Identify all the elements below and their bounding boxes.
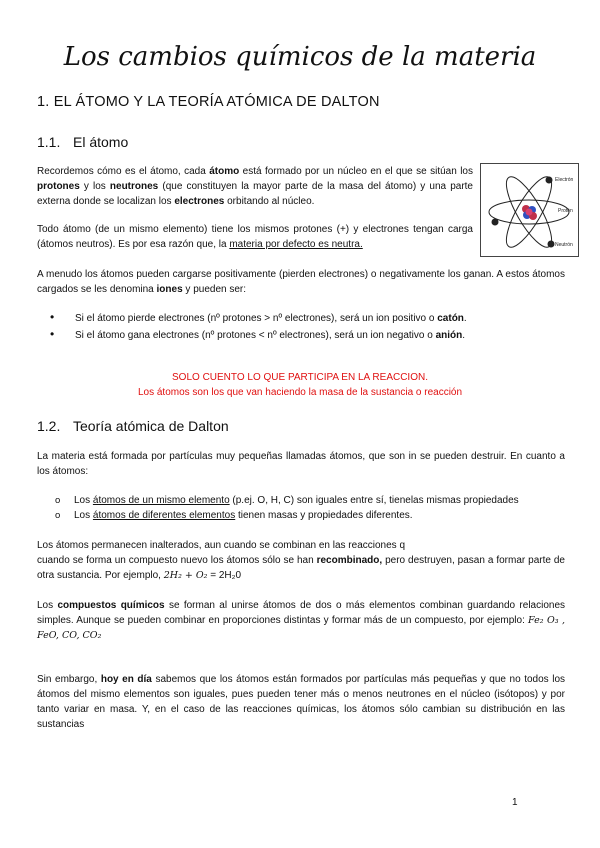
ion-types-list [50,310,467,344]
paragraph-ions: A menudo los átomos pueden cargarse positivamente (pierden electrones) o negativamente los ganan. A estos átomos cargados se les denomina iones y pueden ser: [37,269,565,295]
neutron-label: Neutrón [555,242,573,248]
dalton-atoms-list [55,493,519,523]
paragraph-modern-view: Sin embargo, hoy en día sabemos que los átomos están formados por partículas más pequeñas y que no todos los átomos del mismo elementos son iguales, pues pueden tener más o menos neutrones en el núcleo (isótopos) y por tanto variar en masa. Y, en el caso de las reacciones químicas, los átomos sólo cambian su distribución en las sustancias [37,674,566,730]
subsection-label: Teoría atómica de Dalton [73,418,229,434]
subsection-label: El átomo [73,134,129,150]
page-number: 1 [512,797,518,808]
paragraph-recombination: Los átomos permanecen inalterados, aun cuando se combinan en las reacciones q cuando se forma un compuesto nuevo los átomos sólo se han recombinado, pero destruyen, pasan a formar parte de otra sustancia. Por ejemplo, 2H₂ + O₂ = 2H₂0 [37,540,565,581]
list-item: • Si el átomo gana electrones (nº protones < nº electrones), será un ion negativo o anión. [50,327,467,344]
proton-label: Protón [558,208,573,214]
electron-label: Electrón [555,177,574,183]
list-item: o Los átomos de un mismo elemento (p.ej. O, H, C) son iguales entre sí, tienelas mismas propiedades [55,493,519,508]
list-item: o Los átomos de diferentes elementos tienen masas y propiedades diferentes. [55,508,519,523]
subsection-heading-1-2 [37,418,229,434]
atom-model-icon [481,164,578,256]
subsection-number: 1.1. [37,134,61,150]
subsection-heading-1-1 [37,134,128,150]
page-title: Los cambios químicos de la materia [63,42,537,72]
paragraph-neutral-matter: Todo átomo (de un mismo elemento) tiene los mismos protones (+) y electrones tengan carga (átomos neutros). Es por esa razón que, la materia por defecto es neutra. [37,224,473,250]
paragraph-compounds: Los compuestos químicos se forman al unirse átomos de dos o más elementos combinan guardando relaciones simples. Aunque se pueden combinar en proporciones distintas y formar más de un compuesto, por ejemplo: Fe₂ O₃ , FeO, CO, CO₂ [37,600,566,641]
atom-diagram [480,163,579,257]
section-heading-1: 1. EL ÁTOMO Y LA TEORÍA ATÓMICA DE DALTON [37,94,380,110]
equation-water: 2H₂ + O₂ [163,570,208,581]
equation-compounds: Fe₂ O₃ , FeO, CO, CO₂ [37,615,565,641]
red-note-line-1: SOLO CUENTO LO QUE PARTICIPA EN LA REACCION. [172,372,428,383]
subsection-number: 1.2. [37,418,61,434]
list-item: • Si el átomo pierde electrones (nº protones > nº electrones), será un ion positivo o catón. [50,310,467,327]
red-note-line-2: Los átomos son los que van haciendo la masa de la sustancia o reacción [137,387,463,398]
paragraph-atom-structure: Recordemos cómo es el átomo, cada átomo está formado por un núcleo en el que se sitúan los protones y los neutrones (que constituyen la mayor parte de la masa del átomo) y una parte externa donde se localizan los electrones orbitando al núcleo. [37,166,473,207]
paragraph-dalton-intro: La materia está formada por partículas muy pequeñas llamadas átomos, que son in se pueden destruir. En cuanto a los átomos: [37,451,565,477]
